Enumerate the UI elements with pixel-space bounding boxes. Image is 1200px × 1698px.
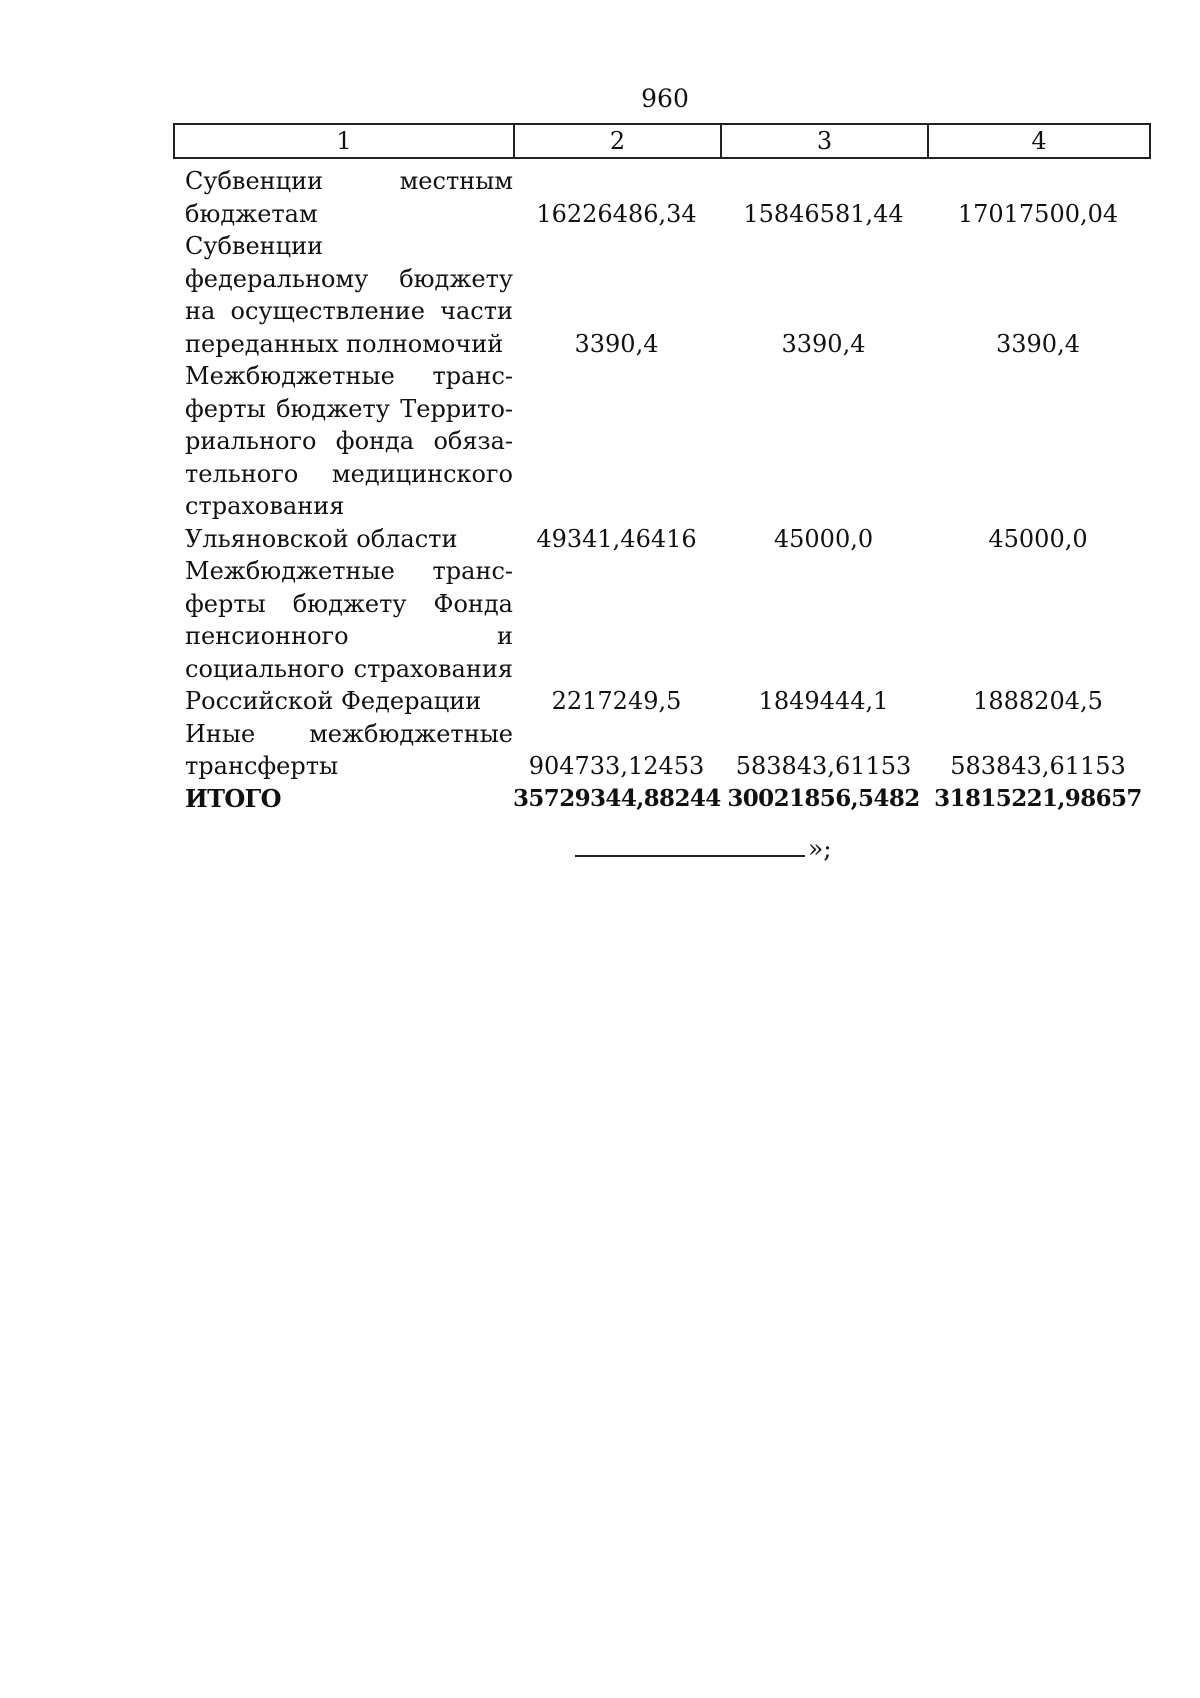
budget-table-body — [173, 165, 1149, 815]
row-value-col4: 3390,4 — [996, 329, 1080, 358]
total-value-col4: 31815221,98657 — [934, 784, 1142, 812]
column-header-4: 4 — [928, 124, 1150, 158]
total-row — [173, 783, 1149, 816]
closing-quote: »; — [808, 834, 832, 863]
total-label: ИТОГО — [185, 783, 281, 813]
table-end-mark — [575, 834, 832, 864]
table-row — [173, 230, 1149, 360]
row-name: Межбюджетные трансферты бюджету Фонда пенсионного и социального страхования Российской Федерации — [185, 557, 513, 715]
row-value-col4: 583843,61153 — [950, 752, 1126, 780]
row-value-col3: 583843,61153 — [735, 752, 912, 780]
table-row — [173, 360, 1149, 555]
row-value-col4: 1888204,5 — [973, 687, 1103, 715]
total-value-col2: 35729344,88244 — [513, 784, 721, 812]
table-row — [173, 555, 1149, 718]
row-value-col2: 2217249,5 — [551, 687, 682, 715]
row-value-col2: 904733,12453 — [528, 752, 705, 780]
page-number: 960 — [641, 84, 689, 113]
row-name: Субвенции федеральному бюджету на осуществление части переданных полномочий — [185, 232, 513, 358]
row-value-col3: 3390,4 — [781, 329, 866, 358]
row-value-col4: 45000,0 — [988, 524, 1088, 553]
row-name: Иные межбюджетные трансферты — [185, 719, 513, 780]
row-value-col3: 15846581,44 — [743, 199, 904, 228]
table-row — [173, 718, 1149, 783]
row-value-col2: 49341,46416 — [536, 524, 697, 553]
row-value-col4: 17017500,04 — [957, 199, 1119, 228]
column-header-2: 2 — [514, 124, 721, 158]
row-value-col2: 3390,4 — [574, 329, 659, 358]
row-value-col2: 16226486,34 — [536, 199, 697, 228]
column-header-1: 1 — [174, 124, 514, 158]
column-header-3: 3 — [721, 124, 928, 158]
closing-underline — [575, 855, 805, 857]
table-row — [173, 165, 1149, 230]
total-value-col3: 30021856,5482 — [727, 784, 920, 812]
row-name: Субвенции местным бюджетам — [185, 167, 513, 228]
row-name: Межбюджетные трансферты бюджету Территориального фонда обязательного медицинского страхования Ульяновской области — [185, 362, 513, 553]
column-number-header — [173, 123, 1151, 159]
row-value-col3: 1849444,1 — [758, 687, 889, 715]
row-value-col3: 45000,0 — [773, 524, 874, 553]
